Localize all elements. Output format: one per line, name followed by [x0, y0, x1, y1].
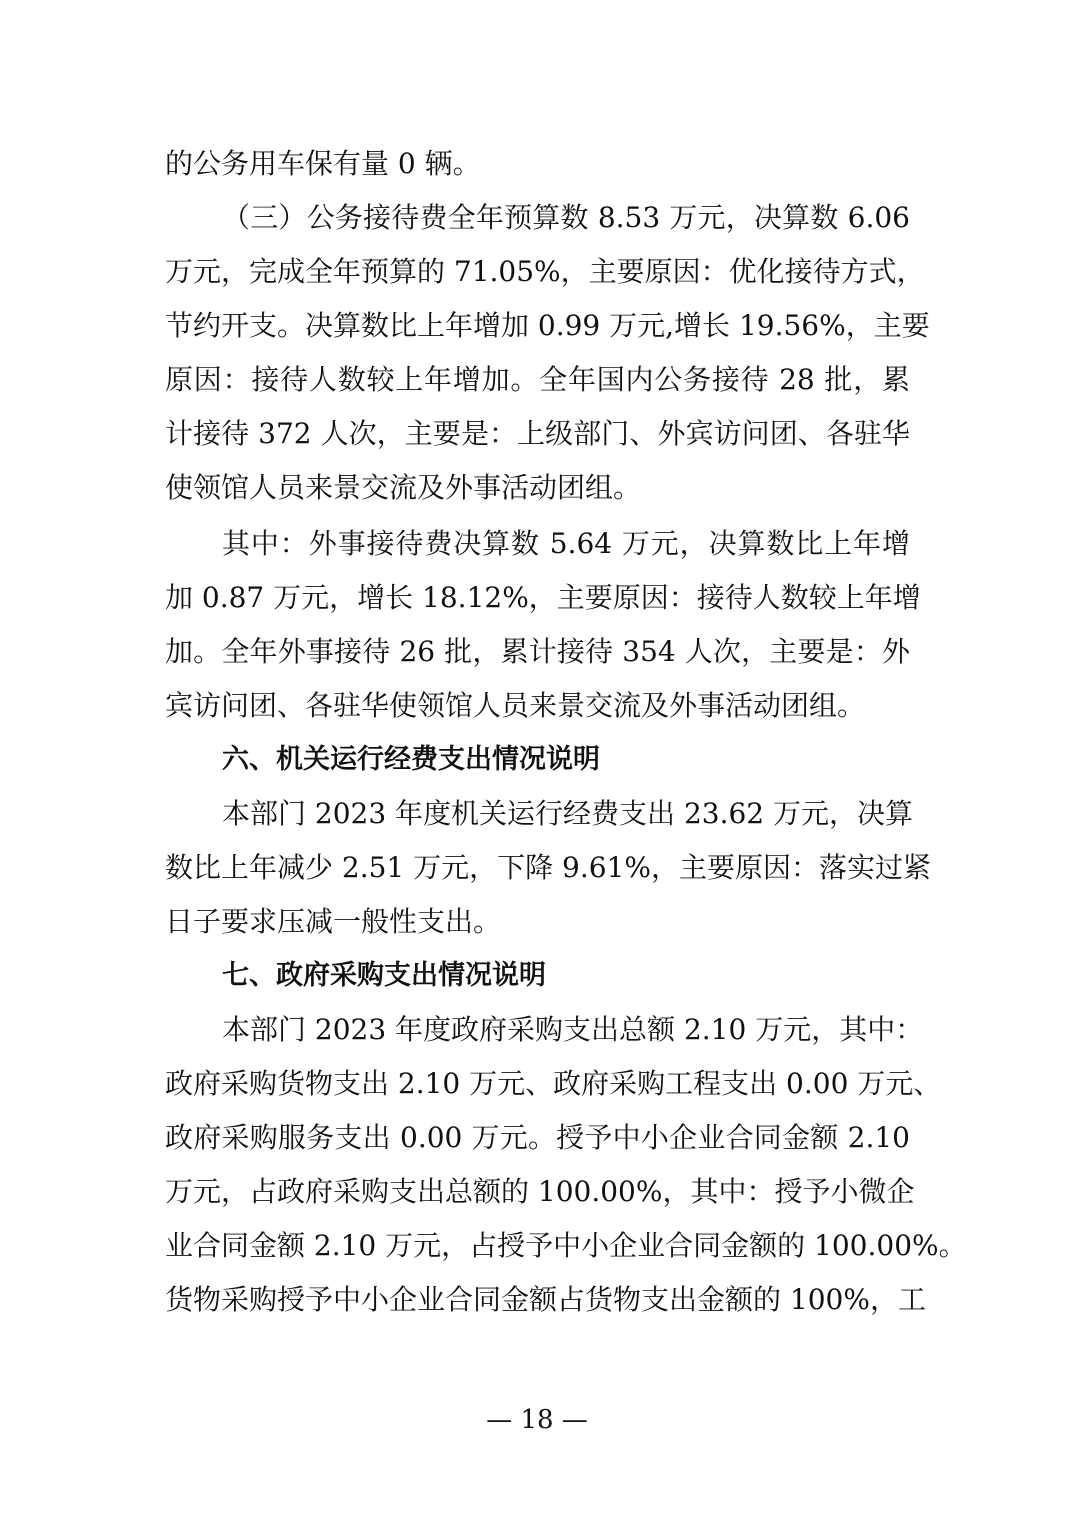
text-line: 政府采购货物支出 2.10 万元、政府采购工程支出 0.00 万元、: [165, 1067, 942, 1100]
text-line: 的公务用车保有量 0 辆。: [165, 147, 481, 180]
text-line: 加。全年外事接待 26 批，累计接待 354 人次，主要是：外: [165, 635, 910, 668]
text-line: 使领馆人员来景交流及外事活动团组。: [165, 471, 642, 504]
text-line: 加 0.87 万元，增长 18.12%，主要原因：接待人数较上年增: [165, 581, 921, 614]
text-line: 货物采购授予中小企业合同金额占货物支出金额的 100%，工: [165, 1283, 926, 1316]
section-heading: 七、政府采购支出情况说明: [222, 960, 546, 991]
text-line: 本部门 2023 年度政府采购支出总额 2.10 万元，其中：: [222, 1013, 924, 1046]
text-line: 万元，完成全年预算的 71.05%，主要原因：优化接待方式，: [165, 255, 925, 288]
text-line: （三）公务接待费全年预算数 8.53 万元，决算数 6.06: [222, 201, 910, 234]
text-line: 日子要求压减一般性支出。: [165, 905, 502, 938]
text-line: 原因：接待人数较上年增加。全年国内公务接待 28 批，累: [165, 363, 910, 396]
page-number: — 18 —: [486, 1405, 588, 1435]
text-line: 宾访问团、各驻华使领馆人员来景交流及外事活动团组。: [165, 689, 866, 722]
text-line: 数比上年减少 2.51 万元，下降 9.61%，主要原因：落实过紧: [165, 851, 931, 884]
text-line: 节约开支。决算数比上年增加 0.99 万元,增长 19.56%，主要: [165, 309, 930, 342]
section-heading: 六、机关运行经费支出情况说明: [222, 744, 600, 775]
text-line: 其中：外事接待费决算数 5.64 万元，决算数比上年增: [222, 527, 910, 560]
text-line: 万元，占政府采购支出总额的 100.00%，其中：授予小微企: [165, 1175, 915, 1208]
text-line: 计接待 372 人次，主要是：上级部门、外宾访问团、各驻华: [165, 417, 910, 450]
text-line: 政府采购服务支出 0.00 万元。授予中小企业合同金额 2.10: [165, 1121, 910, 1154]
text-line: 业合同金额 2.10 万元，占授予中小企业合同金额的 100.00%。: [165, 1229, 967, 1262]
text-line: 本部门 2023 年度机关运行经费支出 23.62 万元，决算: [222, 797, 914, 830]
